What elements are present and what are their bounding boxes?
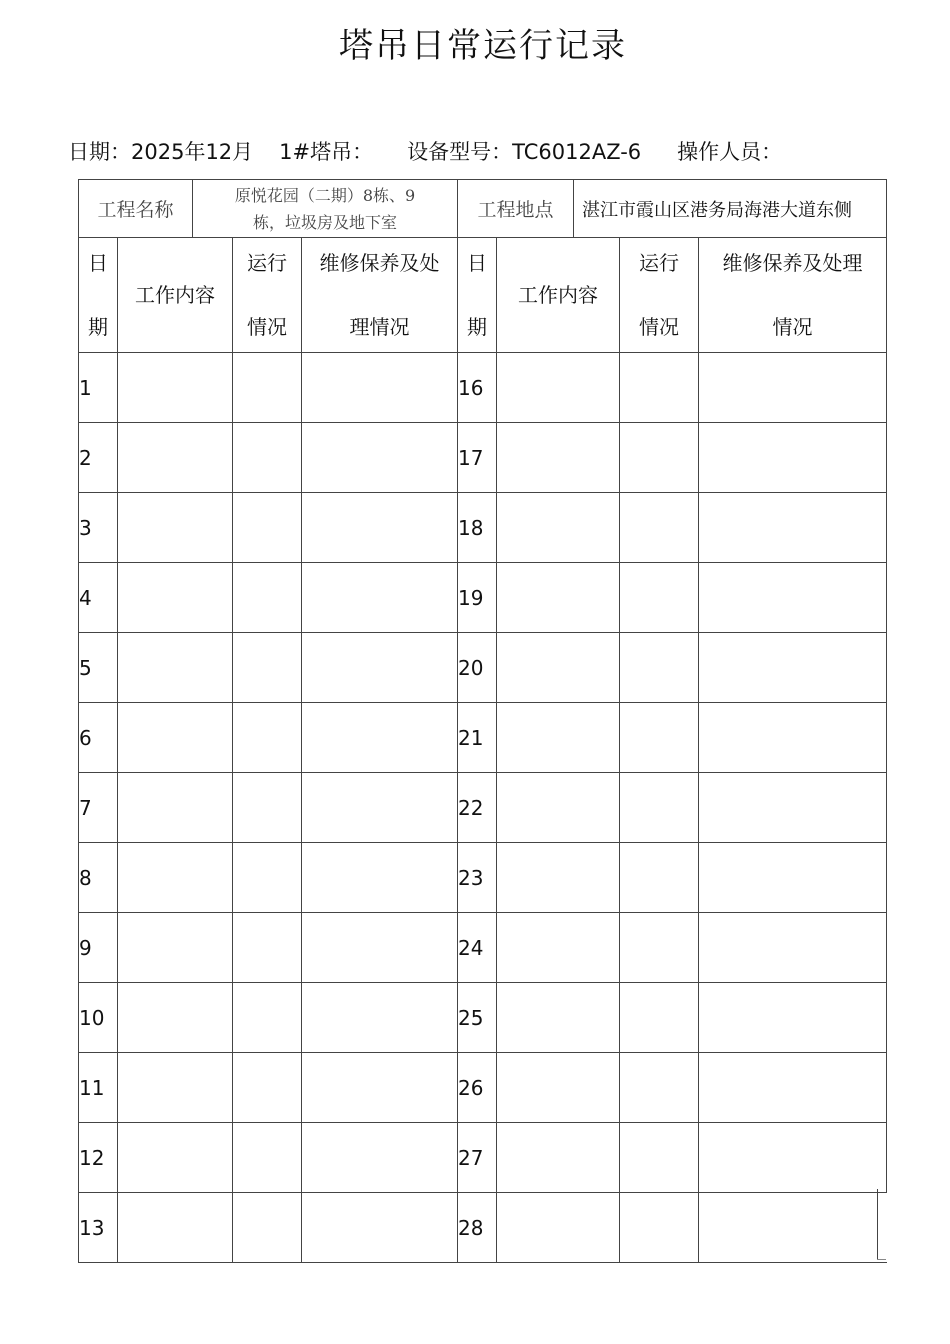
maintenance-cell[interactable]	[699, 983, 887, 1053]
day-number-left: 13	[79, 1193, 118, 1263]
status-cell[interactable]	[233, 1123, 302, 1193]
maintenance-cell[interactable]	[302, 423, 458, 493]
table-row	[79, 773, 887, 843]
header-date-bottom: 期	[467, 315, 488, 339]
day-number-left: 9	[79, 913, 118, 983]
work-content-cell[interactable]	[118, 423, 233, 493]
work-content-cell[interactable]	[118, 493, 233, 563]
table-row	[79, 983, 887, 1053]
day-rows	[79, 353, 887, 1263]
status-cell[interactable]	[233, 773, 302, 843]
work-content-cell[interactable]	[497, 773, 620, 843]
maintenance-cell[interactable]	[302, 1123, 458, 1193]
status-cell[interactable]	[620, 703, 699, 773]
day-number-left: 2	[79, 423, 118, 493]
day-number-right: 18	[458, 493, 497, 563]
work-content-cell[interactable]	[118, 913, 233, 983]
work-content-cell[interactable]	[118, 703, 233, 773]
header-date-bottom: 期	[88, 315, 108, 339]
table-row	[79, 703, 887, 773]
project-name-line2: 栋，垃圾房及地下室	[253, 212, 398, 232]
day-number-left: 1	[79, 353, 118, 423]
day-number-right: 26	[458, 1053, 497, 1123]
work-content-cell[interactable]	[118, 353, 233, 423]
header-status-bottom: 情况	[247, 315, 288, 339]
maintenance-cell[interactable]	[302, 773, 458, 843]
maintenance-cell[interactable]	[699, 1123, 887, 1193]
day-number-left: 7	[79, 773, 118, 843]
work-content-cell[interactable]	[497, 913, 620, 983]
header-row	[79, 238, 887, 353]
maintenance-cell[interactable]	[699, 423, 887, 493]
work-content-cell[interactable]	[497, 983, 620, 1053]
status-cell[interactable]	[233, 423, 302, 493]
status-cell[interactable]	[233, 563, 302, 633]
table-row	[79, 423, 887, 493]
status-cell[interactable]	[620, 493, 699, 563]
status-cell[interactable]	[620, 353, 699, 423]
crane-field: 1#塔吊：	[279, 140, 374, 164]
maintenance-cell[interactable]	[302, 493, 458, 563]
status-cell[interactable]	[233, 1053, 302, 1123]
header-date-right	[458, 238, 497, 353]
work-content-cell[interactable]	[497, 353, 620, 423]
header-work-label: 工作内容	[518, 283, 599, 307]
project-name-value	[193, 180, 458, 238]
day-number-right: 25	[458, 983, 497, 1053]
status-cell[interactable]	[233, 913, 302, 983]
day-number-left: 5	[79, 633, 118, 703]
table-edge-line	[877, 1189, 878, 1260]
header-work-label: 工作内容	[135, 283, 215, 307]
work-content-cell[interactable]	[118, 563, 233, 633]
header-status-right	[620, 238, 699, 353]
project-name-label: 工程名称	[79, 180, 193, 238]
work-content-cell[interactable]	[118, 773, 233, 843]
header-status-top: 运行	[639, 251, 680, 275]
maintenance-cell[interactable]	[302, 1053, 458, 1123]
status-cell[interactable]	[620, 983, 699, 1053]
maintenance-cell[interactable]	[302, 913, 458, 983]
maintenance-cell[interactable]	[699, 353, 887, 423]
maintenance-cell[interactable]	[699, 913, 887, 983]
maintenance-cell[interactable]	[699, 773, 887, 843]
maintenance-cell[interactable]	[699, 843, 887, 913]
work-content-cell[interactable]	[497, 493, 620, 563]
header-maint-right	[699, 238, 887, 353]
day-number-right: 17	[458, 423, 497, 493]
day-number-right: 21	[458, 703, 497, 773]
day-number-left: 11	[79, 1053, 118, 1123]
table-row	[79, 1193, 887, 1263]
status-cell[interactable]	[620, 1053, 699, 1123]
page-title: 塔吊日常运行记录	[339, 26, 627, 66]
status-cell[interactable]	[233, 843, 302, 913]
table-row	[79, 913, 887, 983]
status-cell[interactable]	[620, 633, 699, 703]
status-cell[interactable]	[233, 983, 302, 1053]
table-row	[79, 353, 887, 423]
status-cell[interactable]	[620, 1123, 699, 1193]
work-content-cell[interactable]	[497, 423, 620, 493]
day-number-right: 27	[458, 1123, 497, 1193]
table-row	[79, 1123, 887, 1193]
table-edge-tick	[877, 1259, 886, 1260]
maintenance-cell[interactable]	[302, 563, 458, 633]
header-maint-bottom: 理情况	[349, 315, 410, 339]
status-cell[interactable]	[620, 1193, 699, 1263]
day-number-left: 8	[79, 843, 118, 913]
project-row	[79, 180, 887, 238]
table-row	[79, 563, 887, 633]
work-content-cell[interactable]	[497, 633, 620, 703]
maintenance-cell[interactable]	[699, 493, 887, 563]
header-status-bottom: 情况	[639, 315, 680, 339]
work-content-cell[interactable]	[497, 563, 620, 633]
maintenance-cell[interactable]	[699, 1193, 887, 1263]
maintenance-cell[interactable]	[699, 703, 887, 773]
status-cell[interactable]	[620, 913, 699, 983]
day-number-right: 24	[458, 913, 497, 983]
table-row	[79, 493, 887, 563]
maintenance-cell[interactable]	[302, 353, 458, 423]
table-row	[79, 633, 887, 703]
header-date-left	[79, 238, 118, 353]
work-content-cell[interactable]	[118, 1193, 233, 1263]
maintenance-cell[interactable]	[699, 1053, 887, 1123]
header-work-left	[118, 238, 233, 353]
day-number-left: 4	[79, 563, 118, 633]
maintenance-cell[interactable]	[699, 633, 887, 703]
work-content-cell[interactable]	[118, 983, 233, 1053]
header-date-top: 日	[467, 251, 488, 275]
project-name-line1: 原悦花园（二期）8栋、9	[234, 185, 416, 205]
day-number-left: 6	[79, 703, 118, 773]
date-field: 日期：2025年12月	[68, 140, 254, 164]
status-cell[interactable]	[233, 353, 302, 423]
day-number-right: 23	[458, 843, 497, 913]
maintenance-cell[interactable]	[302, 633, 458, 703]
maintenance-cell[interactable]	[699, 563, 887, 633]
table-row	[79, 1053, 887, 1123]
header-maint-left	[302, 238, 458, 353]
info-line	[68, 136, 782, 166]
maintenance-cell[interactable]	[302, 983, 458, 1053]
header-date-top: 日	[88, 251, 108, 275]
status-cell[interactable]	[620, 773, 699, 843]
model-field: 设备型号：TC6012AZ-6	[407, 140, 642, 164]
operator-field: 操作人员：	[677, 140, 783, 164]
header-status-top: 运行	[247, 251, 288, 275]
maintenance-cell[interactable]	[302, 1193, 458, 1263]
work-content-cell[interactable]	[497, 703, 620, 773]
status-cell[interactable]	[233, 493, 302, 563]
work-content-cell[interactable]	[497, 1123, 620, 1193]
work-content-cell[interactable]	[118, 1123, 233, 1193]
maintenance-cell[interactable]	[302, 703, 458, 773]
work-content-cell[interactable]	[497, 1193, 620, 1263]
day-number-right: 22	[458, 773, 497, 843]
project-location-value: 湛江市霞山区港务局海港大道东侧	[574, 180, 887, 238]
work-content-cell[interactable]	[118, 843, 233, 913]
work-content-cell[interactable]	[497, 843, 620, 913]
work-content-cell[interactable]	[118, 1053, 233, 1123]
header-maint-bottom: 情况	[772, 315, 813, 339]
status-cell[interactable]	[233, 703, 302, 773]
header-status-left	[233, 238, 302, 353]
day-number-right: 19	[458, 563, 497, 633]
table-row	[79, 843, 887, 913]
work-content-cell[interactable]	[497, 1053, 620, 1123]
status-cell[interactable]	[620, 843, 699, 913]
header-work-right	[497, 238, 620, 353]
maintenance-cell[interactable]	[302, 843, 458, 913]
day-number-left: 3	[79, 493, 118, 563]
project-location-label: 工程地点	[458, 180, 574, 238]
day-number-right: 28	[458, 1193, 497, 1263]
work-content-cell[interactable]	[118, 633, 233, 703]
header-maint-top: 维修保养及处理	[722, 251, 863, 275]
status-cell[interactable]	[233, 633, 302, 703]
header-maint-top: 维修保养及处	[319, 251, 440, 275]
status-cell[interactable]	[620, 423, 699, 493]
day-number-right: 20	[458, 633, 497, 703]
status-cell[interactable]	[233, 1193, 302, 1263]
record-table	[78, 179, 887, 1263]
status-cell[interactable]	[620, 563, 699, 633]
day-number-left: 10	[79, 983, 118, 1053]
day-number-left: 12	[79, 1123, 118, 1193]
day-number-right: 16	[458, 353, 497, 423]
